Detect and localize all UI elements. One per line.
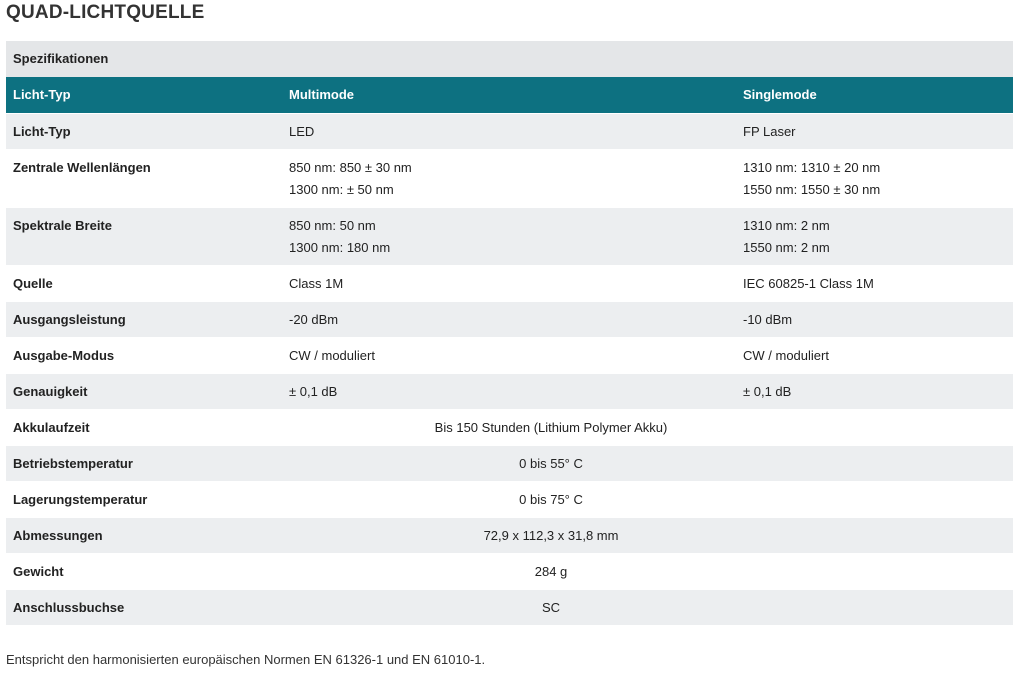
header-multimode: Multimode [282,77,736,113]
table-row [6,409,1013,445]
row-value-singlemode [736,207,1013,265]
value-line: CW / moduliert [743,347,829,363]
table-row [6,517,1013,553]
value-line: ± 0,1 dB [743,383,792,399]
table-row [6,207,1013,265]
value-line: 1310 nm: 2 nm [743,217,830,233]
row-value-singlemode [736,149,1013,207]
row-label: Betriebstemperatur [6,445,282,481]
value-line: -10 dBm [743,311,793,327]
table-row [6,373,1013,409]
row-value-shared: 72,9 x 112,3 x 31,8 mm [282,517,1013,553]
table-row [6,589,1013,625]
row-label: Anschlussbuchse [6,589,282,625]
row-value-shared: 284 g [282,553,1013,589]
header-singlemode: Singlemode [736,77,1013,113]
value-line: IEC 60825-1 Class 1M [743,275,874,291]
header-licht-typ: Licht-Typ [6,77,282,113]
row-value-multimode [282,207,736,265]
value-line: 850 nm: 50 nm [289,217,376,233]
row-label: Lagerungstemperatur [6,481,282,517]
row-value-multimode [282,149,736,207]
value-line: 1300 nm: ± 50 nm [289,181,394,197]
table-caption: Spezifikationen [6,41,1013,77]
table-header-row [6,77,1013,113]
value-line: FP Laser [743,123,796,139]
row-value-shared: 0 bis 55° C [282,445,1013,481]
table-row [6,149,1013,207]
row-value-shared: 0 bis 75° C [282,481,1013,517]
row-value-multimode [282,265,736,301]
value-line: ± 0,1 dB [289,383,338,399]
value-line: 1550 nm: 2 nm [743,239,830,255]
row-label: Licht-Typ [6,113,282,149]
table-row [6,337,1013,373]
row-value-shared: Bis 150 Stunden (Lithium Polymer Akku) [282,409,1013,445]
row-value-singlemode [736,113,1013,149]
table-row [6,481,1013,517]
row-value-multimode [282,373,736,409]
table-row [6,553,1013,589]
row-value-multimode [282,113,736,149]
value-line: CW / moduliert [289,347,375,363]
row-label: Abmessungen [6,517,282,553]
value-line: -20 dBm [289,311,339,327]
row-value-singlemode [736,301,1013,337]
row-value-singlemode [736,337,1013,373]
table-caption-row [6,41,1013,77]
row-value-singlemode [736,265,1013,301]
table-row [6,265,1013,301]
value-line: 850 nm: 850 ± 30 nm [289,159,412,175]
row-label: Genauigkeit [6,373,282,409]
footer-note: Entspricht den harmonisierten europäischen Normen EN 61326-1 und EN 61010-1. [6,652,486,667]
value-line: 1310 nm: 1310 ± 20 nm [743,159,881,175]
row-label: Quelle [6,265,282,301]
spec-table-body [6,41,1013,625]
spec-table [6,41,1013,625]
value-line: 1300 nm: 180 nm [289,239,391,255]
value-line: Class 1M [289,275,344,291]
row-label: Zentrale Wellenlängen [6,149,282,207]
row-value-singlemode [736,373,1013,409]
row-value-multimode [282,301,736,337]
row-label: Spektrale Breite [6,207,282,265]
table-row [6,301,1013,337]
row-label: Akkulaufzeit [6,409,282,445]
row-label: Ausgabe-Modus [6,337,282,373]
row-label: Gewicht [6,553,282,589]
value-line: LED [289,123,315,139]
row-value-multimode [282,337,736,373]
table-row [6,113,1013,149]
page-title: QUAD-LICHTQUELLE [6,2,205,23]
value-line: 1550 nm: 1550 ± 30 nm [743,181,881,197]
table-row [6,445,1013,481]
row-value-shared: SC [282,589,1013,625]
row-label: Ausgangsleistung [6,301,282,337]
